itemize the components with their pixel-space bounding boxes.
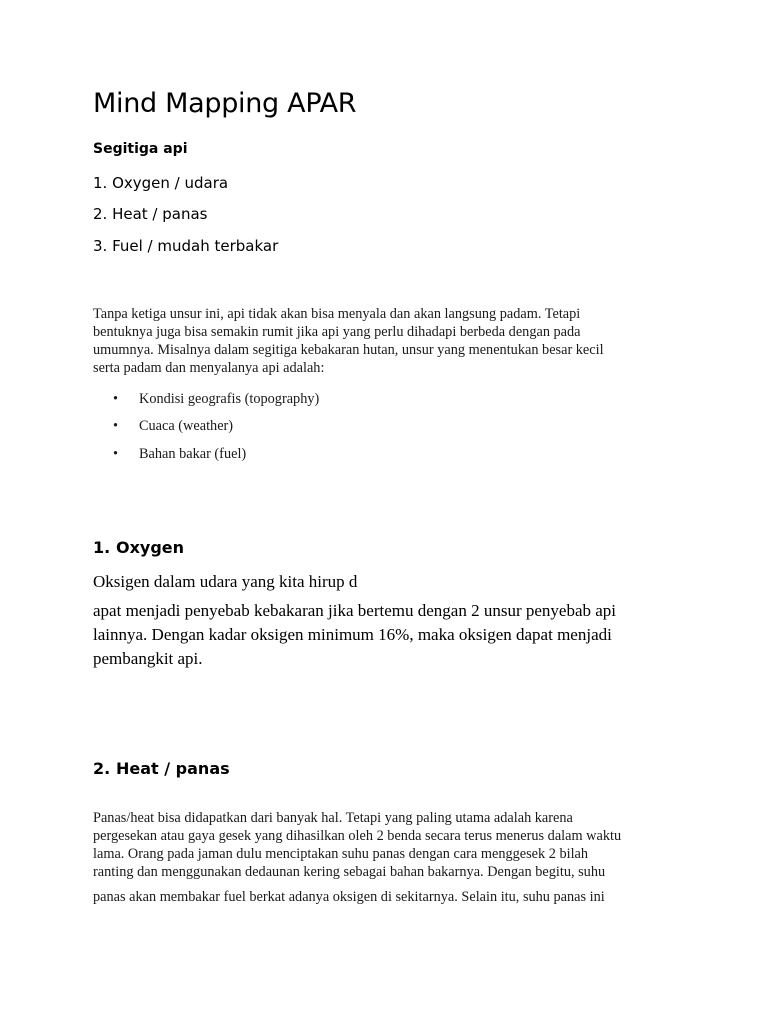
bullet-list-item <box>113 446 246 463</box>
oxygen-paragraph-line: pembangkit api. <box>93 649 203 668</box>
section-title: Heat / panas <box>116 759 230 778</box>
heat-paragraph-line: Panas/heat bisa didapatkan dari banyak hal. Tetapi yang paling utama adalah karena <box>93 810 573 826</box>
section-number: 2. <box>93 759 111 778</box>
oxygen-paragraph-line: apat menjadi penyebab kebakaran jika bertemu dengan 2 unsur penyebab api <box>93 601 617 620</box>
bullet-item-text: Bahan bakar (fuel) <box>139 446 247 462</box>
heat-paragraph-line: ranting dan menggunakan dedaunan kering sebagai bahan bakarnya. Dengan begitu, suhu <box>93 864 606 880</box>
bullet-icon: • <box>113 391 119 407</box>
section-title: Oxygen <box>116 538 185 557</box>
intro-paragraph-line: bentuknya juga bisa semakin rumit jika api yang perlu dihadapi berbeda dengan pada <box>93 324 581 340</box>
oxygen-paragraph-line: lainnya. Dengan kadar oksigen minimum 16%, maka oksigen dapat menjadi <box>93 625 612 644</box>
section-heading-heat <box>93 759 230 778</box>
bullet-list-item <box>113 418 233 435</box>
bullet-item-text: Cuaca (weather) <box>139 418 234 434</box>
oxygen-paragraph-line: Oksigen dalam udara yang kita hirup d <box>93 572 358 591</box>
fire-triangle-item-heat: 2. Heat / panas <box>93 205 208 223</box>
section-number: 1. <box>93 538 111 557</box>
heat-paragraph-line: lama. Orang pada jaman dulu menciptakan suhu panas dengan cara menggesek 2 bilah <box>93 846 589 862</box>
document-title: Mind Mapping APAR <box>93 88 357 119</box>
section-heading-oxygen <box>93 538 184 557</box>
bullet-list-item <box>113 391 319 408</box>
intro-paragraph-line: umumnya. Misalnya dalam segitiga kebakaran hutan, unsur yang menentukan besar kecil <box>93 342 604 358</box>
heat-paragraph-line: panas akan membakar fuel berkat adanya oksigen di sekitarnya. Selain itu, suhu panas ini <box>93 889 605 905</box>
intro-paragraph-line: serta padam dan menyalanya api adalah: <box>93 360 325 376</box>
fire-triangle-item-oxygen: 1. Oxygen / udara <box>93 174 229 192</box>
intro-paragraph-line: Tanpa ketiga unsur ini, api tidak akan bisa menyala dan akan langsung padam. Tetapi <box>93 306 581 322</box>
fire-triangle-heading: Segitiga api <box>93 141 188 157</box>
bullet-icon: • <box>113 446 119 462</box>
heat-paragraph-line: pergesekan atau gaya gesek yang dihasilkan oleh 2 benda secara terus menerus dalam waktu <box>93 828 622 844</box>
bullet-item-text: Kondisi geografis (topography) <box>139 391 320 407</box>
bullet-icon: • <box>113 418 119 434</box>
fire-triangle-item-fuel: 3. Fuel / mudah terbakar <box>93 237 279 255</box>
